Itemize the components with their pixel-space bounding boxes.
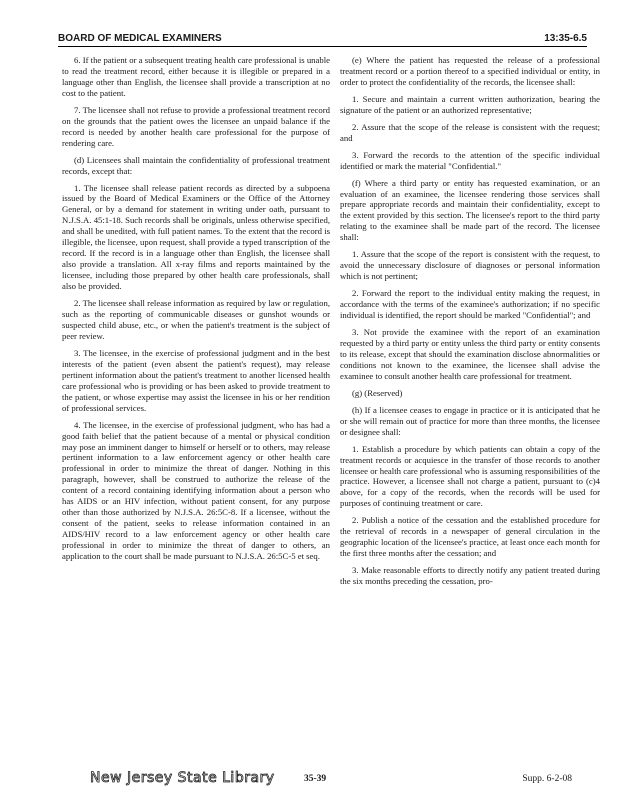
paragraph: 3. Make reasonable efforts to directly notify any patient treated during the six months preceding the cessation, pro-	[340, 565, 600, 587]
paragraph: 2. Assure that the scope of the release is consistent with the request; and	[340, 121, 600, 143]
paragraph: 1. Secure and maintain a current written authorization, bearing the signature of the patient or an authorized representative;	[340, 93, 600, 115]
supplement-date: Supp. 6-2-08	[522, 774, 572, 784]
section-number: 13:35-6.5	[544, 33, 587, 44]
paragraph: 1. Establish a procedure by which patients can obtain a copy of the treatment records or acquiesce in the transfer of those records to another licensee or health care professional who is assuming responsibilities of the practice. However, a licensee shall not charge a patient, pursuant to (c)4 above, for a copy of the records, when the records will be used for purposes of continuing treatment or care.	[340, 443, 600, 509]
paragraph: 1. The licensee shall release patient records as directed by a subpoena issued by the Board of Medical Examiners or the Office of the Attorney General, or by a demand for statement in writing under oath, pursuant to N.J.S.A. 45:1-18. Such records shall be originals, unless otherwise specified, and shall be unedited, with full patient names. To the extent that the record is illegible, the licensee, upon request, shall provide a typed transcription of the record. If the record is in a language other than English, the licensee shall also provide a translation. All x-ray films and reports maintained by the licensee, including those prepared by other health care professionals, shall also be provided.	[62, 182, 330, 292]
chapter-title: BOARD OF MEDICAL EXAMINERS	[58, 33, 222, 44]
paragraph: 2. Forward the report to the individual entity making the request, in accordance with the terms of the examinee's authorization; if no specific individual is identified, the report should be marked "Confidential"; and	[340, 288, 600, 321]
page-footer	[0, 770, 618, 790]
paragraph: 7. The licensee shall not refuse to provide a professional treatment record on the grounds that the patient owes the licensee an unpaid balance if the record is needed by another health care professional for the purpose of rendering care.	[62, 104, 330, 148]
running-header	[58, 30, 587, 47]
paragraph: 2. Publish a notice of the cessation and the established procedure for the retrieval of records in a newspaper of general circulation in the geographic location of the licensee's practice, at least once each month for the first three months after the cessation; and	[340, 515, 600, 559]
page-number: 35-39	[304, 774, 327, 784]
paragraph: 3. The licensee, in the exercise of professional judgment and in the best interests of the patient (even absent the patient's request), may release pertinent information about the patient's treatment to another licensed health care professional who is providing or has been asked to provide treatment to the patient, or whose expertise may assist the licensee in his or her rendition of professional services.	[62, 347, 330, 413]
library-watermark: New Jersey State Library	[90, 770, 275, 786]
paragraph: 3. Not provide the examinee with the report of an examination requested by a third party or entity unless the third party or entity consents to its release, except that should the examination disclose abnormalities or conditions not known to the examinee, the licensee shall advise the examinee to consult another health care professional for treatment.	[340, 327, 600, 381]
paragraph: (d) Licensees shall maintain the confidentiality of professional treatment records, except that:	[62, 154, 330, 176]
paragraph: 1. Assure that the scope of the report is consistent with the request, to avoid the unnecessary disclosure of diagnoses or personal information which is not pertinent;	[340, 249, 600, 282]
paragraph: (f) Where a third party or entity has requested examination, or an evaluation of an examinee, the licensee rendering those services shall prepare appropriate records and maintain their confidentiality, except to the extent provided by this section. The licensee's report to the third party relating to the examinee shall be made part of the record. The licensee shall:	[340, 177, 600, 243]
paragraph: 3. Forward the records to the attention of the specific individual identified or mark the material "Confidential."	[340, 149, 600, 171]
paragraph: 4. The licensee, in the exercise of professional judgment, who has had a good faith belief that the patient because of a mental or physical condition may pose an imminent danger to himself or herself or to others, may release pertinent information to a law enforcement agency or other health care professional in order to minimize the threat of danger. Nothing in this paragraph, however, shall be construed to authorize the release of the content of a record containing identifying information about a person who has AIDS or an HIV infection, without patient consent, for any purpose other than those authorized by N.J.S.A. 26:5C-8. If a licensee, without the consent of the patient, seeks to release information contained in an AIDS/HIV record to a law enforcement agency or other health care professional in order to minimize the threat of danger to others, an application to the court shall be made pursuant to N.J.S.A. 26:5C-5 et seq.	[62, 419, 330, 562]
paragraph: 6. If the patient or a subsequent treating health care professional is unable to read the treatment record, either because it is illegible or prepared in a language other than English, the licensee shall provide a transcription at no cost to the patient.	[62, 55, 330, 98]
paragraph: (e) Where the patient has requested the release of a professional treatment record or a portion thereof to a specified individual or entity, in order to protect the confidentiality of the records, the licensee shall:	[340, 55, 600, 87]
paragraph: (g) (Reserved)	[352, 387, 403, 398]
right-column	[340, 55, 600, 593]
paragraph: 2. The licensee shall release information as required by law or regulation, such as the reporting of communicable diseases or gunshot wounds or suspected child abuse, etc., or when the patient's treatment is the subject of peer review.	[62, 298, 330, 341]
left-column	[62, 55, 330, 568]
paragraph: (h) If a licensee ceases to engage in practice or it is anticipated that he or she will remain out of practice for more than three months, the licensee or designee shall:	[340, 404, 600, 437]
